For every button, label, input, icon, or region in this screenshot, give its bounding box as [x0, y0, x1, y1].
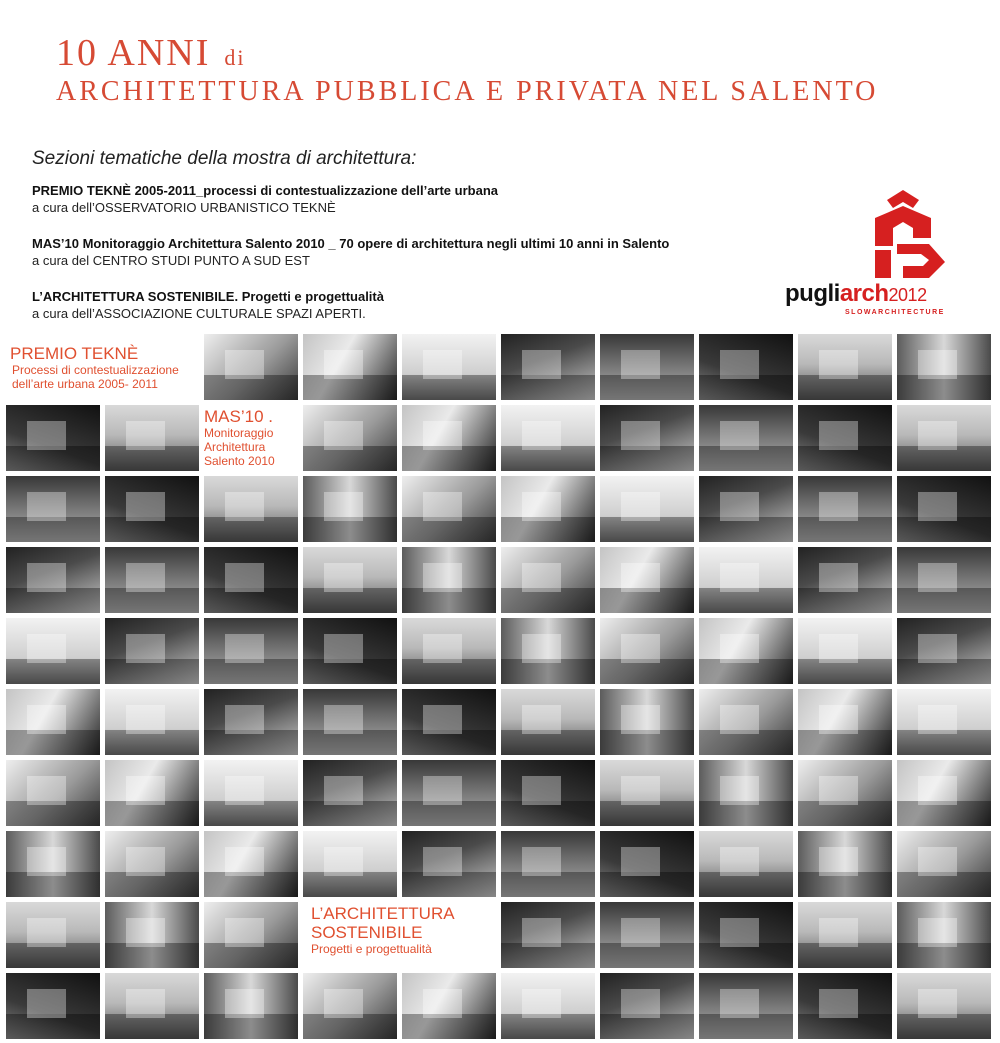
architecture-photo — [798, 689, 892, 755]
architecture-photo — [501, 334, 595, 400]
architecture-photo — [897, 618, 991, 684]
section-title — [32, 288, 792, 305]
architecture-photo — [798, 760, 892, 826]
architecture-photo — [204, 547, 298, 613]
architecture-photo — [699, 547, 793, 613]
architecture-photo — [402, 547, 496, 613]
architecture-photo — [699, 618, 793, 684]
architecture-photo — [303, 973, 397, 1039]
architecture-photo — [699, 689, 793, 755]
section-title: MAS’10 Monitoraggio Architettura Salento 2010 _ 70 opere di architettura negli ultimi 10 anni in Salento — [32, 236, 670, 251]
section-premio-tekne — [32, 182, 792, 216]
architecture-photo — [402, 618, 496, 684]
gallery-label-line: dell’arte urbana 2005- 2011 — [12, 377, 158, 391]
architecture-photo — [402, 334, 496, 400]
architecture-photo — [798, 973, 892, 1039]
architecture-photo — [402, 973, 496, 1039]
architecture-photo — [501, 689, 595, 755]
architecture-photo — [303, 689, 397, 755]
gallery-label-line: Progetti e progettualità — [311, 942, 432, 956]
gallery-label-title: PREMIO TEKNÈ — [10, 344, 139, 363]
architecture-photo — [402, 760, 496, 826]
architecture-photo — [699, 405, 793, 471]
architecture-photo — [501, 831, 595, 897]
section-subtitle: a cura del CENTRO STUDI PUNTO A SUD EST — [32, 253, 310, 268]
logo-word-pugli: pugli — [785, 280, 840, 307]
pugliarch-logo-mark-icon — [857, 188, 949, 280]
gallery-label-title: L’ARCHITETTURA — [311, 904, 455, 923]
section-title-rest: Progetti e progettualità — [238, 289, 384, 304]
architecture-photo — [600, 476, 694, 542]
gallery-label-title: SOSTENIBILE — [311, 923, 423, 942]
architecture-photo — [699, 760, 793, 826]
architecture-photo — [402, 405, 496, 471]
architecture-photo — [600, 902, 694, 968]
architecture-photo — [303, 760, 397, 826]
architecture-photo — [501, 618, 595, 684]
architecture-photo — [798, 831, 892, 897]
architecture-photo — [600, 334, 694, 400]
architecture-photo — [303, 831, 397, 897]
architecture-photo — [6, 973, 100, 1039]
section-title: PREMIO TEKNÈ 2005-2011_processi di contestualizzazione dell’arte urbana — [32, 183, 498, 198]
gallery-label-premio-tekne — [6, 334, 199, 400]
architecture-photo — [303, 334, 397, 400]
architecture-photo — [303, 405, 397, 471]
architecture-photo — [798, 618, 892, 684]
architecture-photo — [204, 902, 298, 968]
architecture-photo — [699, 334, 793, 400]
architecture-photo — [204, 973, 298, 1039]
architecture-photo — [6, 760, 100, 826]
architecture-photo — [699, 973, 793, 1039]
architecture-photo — [501, 760, 595, 826]
gallery-label-line: Architettura — [204, 440, 266, 454]
gallery-label-line: Salento 2010 — [204, 454, 275, 468]
architecture-photo — [600, 689, 694, 755]
architecture-photo — [699, 902, 793, 968]
architecture-photo — [402, 689, 496, 755]
gallery-label-line: Processi di contestualizzazione — [12, 363, 179, 377]
section-mas10 — [32, 235, 792, 269]
architecture-photo — [501, 405, 595, 471]
architecture-photo — [6, 689, 100, 755]
gallery-label-line: Monitoraggio — [204, 426, 274, 440]
architecture-photo — [798, 547, 892, 613]
page-subtitle: ARCHITETTURA PUBBLICA E PRIVATA NEL SALENTO — [56, 76, 879, 107]
architecture-photo — [501, 547, 595, 613]
architecture-photo — [105, 476, 199, 542]
architecture-photo — [6, 831, 100, 897]
architecture-photo — [303, 547, 397, 613]
title-connector: di — [224, 45, 246, 70]
architecture-photo — [105, 689, 199, 755]
architecture-photo — [600, 760, 694, 826]
section-architettura-sostenibile — [32, 288, 792, 322]
pugliarch-logo — [785, 188, 965, 328]
architecture-photo — [6, 547, 100, 613]
architecture-photo — [204, 760, 298, 826]
architecture-photo — [105, 618, 199, 684]
architecture-photo — [798, 902, 892, 968]
architecture-photo — [204, 689, 298, 755]
architecture-photo — [204, 618, 298, 684]
architecture-photo — [105, 831, 199, 897]
architecture-photo — [204, 831, 298, 897]
architecture-photo — [204, 476, 298, 542]
architecture-photo — [600, 973, 694, 1039]
logo-tagline: SLOWARCHITECTURE — [845, 309, 945, 316]
logo-word-arch: arch — [839, 280, 889, 307]
architecture-photo — [897, 405, 991, 471]
section-title-bold: L’ARCHITETTURA SOSTENIBILE. — [32, 289, 239, 304]
architecture-photo — [105, 760, 199, 826]
gallery-label-mas10 — [204, 405, 298, 471]
architecture-photo — [204, 334, 298, 400]
architecture-photo — [402, 476, 496, 542]
page-title — [56, 34, 246, 72]
architecture-photo — [600, 831, 694, 897]
architecture-photo — [798, 405, 892, 471]
architecture-photo — [501, 973, 595, 1039]
architecture-photo — [699, 831, 793, 897]
architecture-photo — [897, 334, 991, 400]
architecture-photo — [897, 760, 991, 826]
architecture-photo — [600, 405, 694, 471]
gallery-label-title: MAS’10 . — [204, 407, 273, 426]
architecture-photo — [303, 618, 397, 684]
architecture-photo — [897, 831, 991, 897]
sections-heading: Sezioni tematiche della mostra di architettura: — [32, 148, 417, 169]
architecture-photo — [6, 618, 100, 684]
architecture-photo — [798, 476, 892, 542]
architecture-photo — [600, 618, 694, 684]
architecture-photo — [501, 476, 595, 542]
gallery-label-architettura-sostenibile — [303, 902, 496, 968]
section-subtitle: a cura dell’OSSERVATORIO URBANISTICO TEKNÈ — [32, 200, 336, 215]
architecture-photo — [897, 689, 991, 755]
architecture-photo — [105, 405, 199, 471]
architecture-photo — [105, 973, 199, 1039]
section-subtitle: a cura dell’ASSOCIAZIONE CULTURALE SPAZI APERTI. — [32, 306, 366, 321]
header — [0, 0, 1000, 330]
architecture-photo — [402, 831, 496, 897]
architecture-photo — [897, 476, 991, 542]
architecture-photo — [699, 476, 793, 542]
architecture-photo — [897, 902, 991, 968]
architecture-photo — [105, 547, 199, 613]
logo-year: 2012 — [888, 285, 927, 305]
architecture-photo — [6, 902, 100, 968]
architecture-photo — [600, 547, 694, 613]
architecture-photo — [897, 547, 991, 613]
architecture-photo — [303, 476, 397, 542]
pugliarch-wordmark — [785, 280, 927, 308]
architecture-photo — [6, 405, 100, 471]
architecture-photo — [798, 334, 892, 400]
title-main: 10 ANNI — [56, 32, 211, 74]
architecture-photo — [501, 902, 595, 968]
architecture-photo — [6, 476, 100, 542]
architecture-photo — [897, 973, 991, 1039]
architecture-photo — [105, 902, 199, 968]
photo-gallery — [6, 334, 996, 1039]
